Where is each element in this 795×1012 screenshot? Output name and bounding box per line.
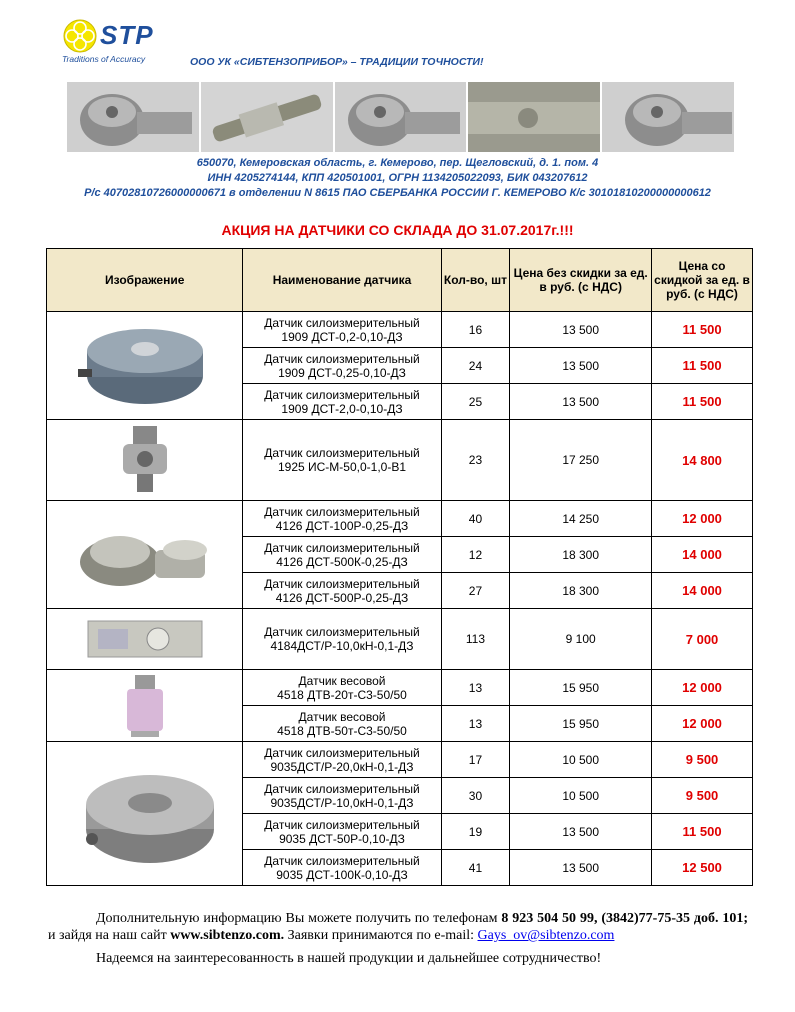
quantity [441,537,510,573]
quantity-value: 113 [465,632,486,646]
tax-id-line: ИНН 4205274144, КПП 420501001, ОГРН 1134205022093, БИК 043207612 [207,172,588,184]
contact-text: Дополнительную информацию Вы можете получить по телефонам [96,911,502,926]
quantity [441,742,510,778]
quantity [441,420,510,501]
sensor-type: Датчик силоизмерительный [264,315,420,330]
contact-text-2: и зайдя на наш сайт [48,928,171,943]
phone-numbers: 8 923 504 50 99, (3842)77-75-35 доб. 101; [501,911,748,926]
sensor-name [243,312,441,348]
price-value: 15 950 [562,716,600,731]
header-discount: Цена со скидкой за ед. в руб. (с НДС) [652,249,753,312]
regular-price [510,537,652,573]
logo-text: STP [100,20,154,50]
photo-sensor-5 [602,82,734,152]
closing-paragraph: Надеемся на заинтересованность в нашей продукции и дальнейшее сотрудничество! [96,951,602,966]
quantity [441,706,510,742]
table-row [47,501,753,537]
regular-price [510,384,652,420]
photo-sensor-3 [335,82,467,152]
sensor-model: 9035 ДСТ-50Р-0,10-ДЗ [279,831,405,846]
discount-value: 14 000 [682,547,722,562]
sensor-model: 4518 ДТВ-20т-С3-50/50 [277,687,407,702]
discount-price [652,384,753,420]
quantity [441,501,510,537]
sensor-image [47,312,243,420]
photo-sensor-1 [67,82,199,152]
sensor-type: Датчик силоизмерительный [264,504,420,519]
sensor-model: 4184ДСТ/Р-10,0кН-0,1-ДЗ [270,639,414,653]
sensor-name [243,814,441,850]
sensor-model: 1909 ДСТ-2,0-0,10-ДЗ [281,401,403,416]
quantity-value: 24 [468,358,483,373]
discount-price [652,850,753,886]
price-value: 18 300 [562,547,600,562]
quantity [441,670,510,706]
sensor-name [243,348,441,384]
website-link[interactable]: www.sibtenzo.com. [170,928,285,943]
sensor-type: Датчик силоизмерительный [264,351,420,366]
sensor-image [47,420,243,501]
regular-price [510,312,652,348]
discount-value: 12 500 [682,860,722,875]
price-table [46,248,753,886]
quantity [441,348,510,384]
discount-price [652,348,753,384]
table-body [47,312,753,886]
header-price: Цена без скидки за ед. в руб. (с НДС) [510,249,652,312]
discount-price [652,706,753,742]
quantity-value: 13 [468,716,483,731]
quantity-value: 19 [468,824,483,839]
price-value: 9 100 [565,632,596,646]
price-value: 18 300 [562,583,600,598]
sensor-type: Датчик весовой [298,673,386,688]
sensor-model: 4518 ДТВ-50т-С3-50/50 [277,723,407,738]
quantity [441,573,510,609]
regular-price [510,814,652,850]
price-value: 10 500 [562,788,600,803]
discount-value: 9 500 [685,752,719,767]
sensor-model: 9035 ДСТ-100К-0,10-ДЗ [276,867,408,882]
discount-value: 11 500 [682,322,722,337]
photo-sensor-4 [468,82,600,152]
discount-price [652,742,753,778]
discount-price [652,670,753,706]
sensor-type: Датчик силоизмерительный [264,625,420,639]
price-value: 13 500 [562,322,600,337]
regular-price [510,670,652,706]
discount-price [652,609,753,670]
sensor-name [243,742,441,778]
quantity [441,814,510,850]
footer [48,910,748,967]
quantity-value: 23 [468,453,483,467]
quantity [441,778,510,814]
discount-price [652,537,753,573]
quantity-value: 25 [468,394,483,409]
sensor-name [243,384,441,420]
regular-price [510,609,652,670]
discount-price [652,420,753,501]
regular-price [510,573,652,609]
sensor-image [47,501,243,609]
discount-value: 12 000 [682,716,722,731]
sensor-model: 1909 ДСТ-0,2-0,10-ДЗ [281,329,403,344]
product-photo-strip [67,82,734,152]
promo-title: АКЦИЯ НА ДАТЧИКИ СО СКЛАДА ДО 31.07.2017г.!!! [221,222,574,238]
sensor-name [243,573,441,609]
table-row [47,609,753,670]
sensor-name [243,670,441,706]
discount-value: 12 000 [682,680,722,695]
price-value: 10 500 [562,752,600,767]
quantity-value: 13 [468,680,483,695]
header-name: Наименование датчика [243,249,441,312]
sensor-type: Датчик силоизмерительный [264,745,420,760]
price-value: 13 500 [562,860,600,875]
sensor-model: 9035ДСТ/Р-10,0кН-0,1-ДЗ [270,795,414,810]
table-row [47,742,753,778]
discount-value: 11 500 [682,824,722,839]
sensor-name [243,501,441,537]
quantity-value: 27 [468,583,483,598]
discount-price [652,501,753,537]
discount-price [652,814,753,850]
discount-value: 12 000 [682,511,722,526]
regular-price [510,850,652,886]
logo-subtitle: Traditions of Accuracy [62,54,146,64]
price-value: 13 500 [562,358,600,373]
sensor-name [243,850,441,886]
discount-value: 14 000 [682,583,722,598]
sensor-type: Датчик силоизмерительный [264,781,420,796]
table-row [47,312,753,348]
sensor-image [47,670,243,742]
discount-price [652,573,753,609]
regular-price [510,778,652,814]
sensor-image [47,742,243,886]
flower-logo-icon [62,18,98,54]
quantity [441,850,510,886]
sensor-name [243,537,441,573]
quantity-value: 30 [468,788,483,803]
quantity-value: 17 [468,752,483,767]
sensor-type: Датчик силоизмерительный [264,540,420,555]
discount-value: 11 500 [682,394,722,409]
contact-paragraph [48,910,748,944]
sensor-model: 1909 ДСТ-0,25-0,10-ДЗ [278,365,406,380]
stp-logo [62,18,192,66]
price-value: 13 500 [562,824,600,839]
quantity-value: 41 [468,860,483,875]
sensor-type: Датчик силоизмерительный [264,446,420,460]
header-image: Изображение [47,249,243,312]
quantity [441,609,510,670]
price-value: 13 500 [562,394,600,409]
discount-value: 9 500 [685,788,719,803]
header [62,18,742,68]
sensor-type: Датчик силоизмерительный [264,817,420,832]
quantity-value: 12 [468,547,483,562]
price-value: 17 250 [562,453,600,467]
contact-text-3: Заявки принимаются по e-mail: [284,928,478,943]
photo-sensor-2 [201,82,333,152]
sensor-model: 9035ДСТ/Р-20,0кН-0,1-ДЗ [270,759,414,774]
sensor-name [243,778,441,814]
sensor-name [243,420,441,501]
discount-value: 11 500 [682,358,722,373]
sensor-model: 4126 ДСТ-100Р-0,25-ДЗ [275,518,409,533]
sensor-image [47,609,243,670]
address-line: 650070, Кемеровская область, г. Кемерово, пер. Щегловский, д. 1. пом. 4 [196,157,599,169]
sensor-type: Датчик силоизмерительный [264,853,420,868]
sensor-type: Датчик весовой [298,709,386,724]
quantity [441,312,510,348]
email-link[interactable]: Gays_ov@sibtenzo.com [477,928,615,943]
company-slogan: ООО УК «СИБТЕНЗОПРИБОР» – ТРАДИЦИИ ТОЧНОСТИ! [190,56,484,68]
regular-price [510,420,652,501]
regular-price [510,742,652,778]
sensor-model: 4126 ДСТ-500К-0,25-ДЗ [276,554,408,569]
quantity-value: 40 [468,511,483,526]
header-qty: Кол-во, шт [441,249,510,312]
discount-value: 7 000 [685,631,719,647]
sensor-type: Датчик силоизмерительный [264,576,420,591]
discount-value: 14 800 [682,452,722,468]
sensor-name [243,706,441,742]
sensor-model: 1925 ИС-М-50,0-1,0-В1 [277,460,406,474]
regular-price [510,501,652,537]
quantity [441,384,510,420]
sensor-name [243,609,441,670]
table-row [47,670,753,706]
sensor-type: Датчик силоизмерительный [264,387,420,402]
price-value: 15 950 [562,680,600,695]
regular-price [510,348,652,384]
company-address [0,156,795,201]
table-header-row [47,249,753,312]
discount-price [652,778,753,814]
discount-price [652,312,753,348]
quantity-value: 16 [468,322,483,337]
table-row [47,420,753,501]
bank-account-line: Р/с 40702810726000000671 в отделении N 8615 ПАО СБЕРБАНКА РОССИИ Г. КЕМЕРОВО К/с 30101810200000000612 [84,187,711,199]
price-value: 14 250 [562,511,600,526]
sensor-model: 4126 ДСТ-500Р-0,25-ДЗ [275,590,409,605]
regular-price [510,706,652,742]
